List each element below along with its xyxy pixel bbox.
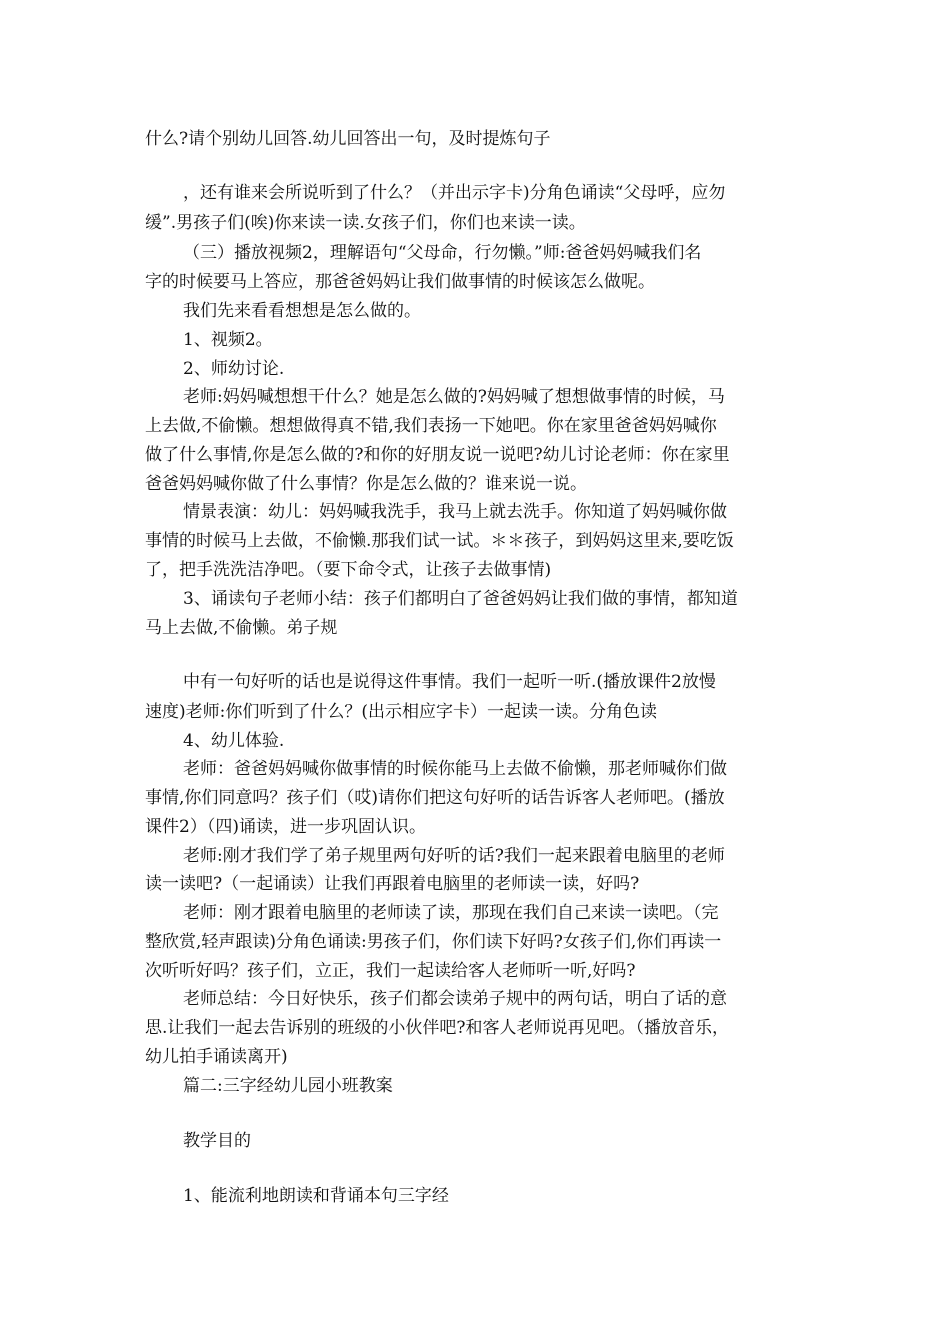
text-line: 速度)老师:你们听到了什么？(出示相应字卡）一起读一读。分角色读: [145, 702, 657, 722]
text-line: 事情,你们同意吗？孩子们（哎)请你们把这句好听的话告诉客人老师吧。(播放: [145, 788, 725, 808]
text-line: 情景表演：幼儿：妈妈喊我洗手，我马上就去洗手。你知道了妈妈喊你做: [183, 502, 727, 522]
text-line: 老师：刚才跟着电脑里的老师读了读，那现在我们自己来读一读吧。（完: [183, 903, 719, 923]
text-line: 马上去做,不偷懒。弟子规: [145, 618, 338, 638]
subheading: 教学目的: [183, 1131, 251, 1151]
text-line: 4、幼儿体验.: [183, 731, 285, 751]
section-heading: 篇二:三字经幼儿园小班教案: [183, 1076, 393, 1096]
text-line: 缓”.男孩子们(唉)你来读一读.女孩子们，你们也来读一读。: [145, 213, 586, 233]
text-line: 3、诵读句子老师小结：孩子们都明白了爸爸妈妈让我们做的事情，都知道: [183, 589, 738, 609]
text-line: 中有一句好听的话也是说得这件事情。我们一起听一听.(播放课件2放慢: [183, 672, 716, 692]
text-line: ，还有谁来会所说听到了什么？（并出示字卡)分角色诵读“父母呼，应勿: [183, 183, 726, 203]
text-line: 次听听好吗？孩子们，立正，我们一起读给客人老师听一听,好吗?: [145, 961, 636, 981]
text-line: （三）播放视频2，理解语句“父母命，行勿懒。”师:爸爸妈妈喊我们名: [183, 243, 702, 263]
text-line: 2、师幼讨论.: [183, 359, 285, 379]
text-line: 老师:刚才我们学了弟子规里两句好听的话?我们一起来跟着电脑里的老师: [183, 846, 725, 866]
text-line: 上去做,不偷懒。想想做得真不错,我们表扬一下她吧。你在家里爸爸妈妈喊你: [145, 416, 717, 436]
text-line: 课件2）（四)诵读，进一步巩固认识。: [145, 817, 426, 837]
text-line: 1、视频2。: [183, 330, 273, 350]
text-line: 老师总结：今日好快乐，孩子们都会读弟子规中的两句话，明白了话的意: [183, 989, 727, 1009]
text-line: 做了什么事情,你是怎么做的?和你的好朋友说一说吧?幼儿讨论老师：你在家里: [145, 445, 730, 465]
text-line: 字的时候要马上答应，那爸爸妈妈让我们做事情的时候该怎么做呢。: [145, 272, 655, 292]
text-line: 什么?请个别幼儿回答.幼儿回答出一句，及时提炼句子: [145, 129, 551, 149]
text-line: 整欣赏,轻声跟读)分角色诵读:男孩子们，你们读下好吗?女孩子们,你们再读一: [145, 932, 722, 952]
text-line: 我们先来看看想想是怎么做的。: [183, 301, 421, 321]
text-line: 老师：爸爸妈妈喊你做事情的时候你能马上去做不偷懒，那老师喊你们做: [183, 759, 727, 779]
text-line: 老师:妈妈喊想想干什么？她是怎么做的?妈妈喊了想想做事情的时候，马: [183, 387, 725, 407]
text-line: 读一读吧?（一起诵读）让我们再跟着电脑里的老师读一读，好吗?: [145, 874, 640, 894]
text-line: 1、能流利地朗读和背诵本句三字经: [183, 1186, 449, 1206]
text-line: 事情的时候马上去做，不偷懒.那我们试一试。＊＊孩子，到妈妈这里来,要吃饭: [145, 531, 734, 551]
text-line: 爸爸妈妈喊你做了什么事情？你是怎么做的？谁来说一说。: [145, 474, 587, 494]
text-line: 了，把手洗洗洁净吧。（要下命令式，让孩子去做事情): [145, 560, 552, 580]
text-line: 思.让我们一起去告诉别的班级的小伙伴吧?和客人老师说再见吧。（播放音乐，: [145, 1018, 730, 1038]
text-line: 幼儿拍手诵读离开): [145, 1047, 288, 1067]
